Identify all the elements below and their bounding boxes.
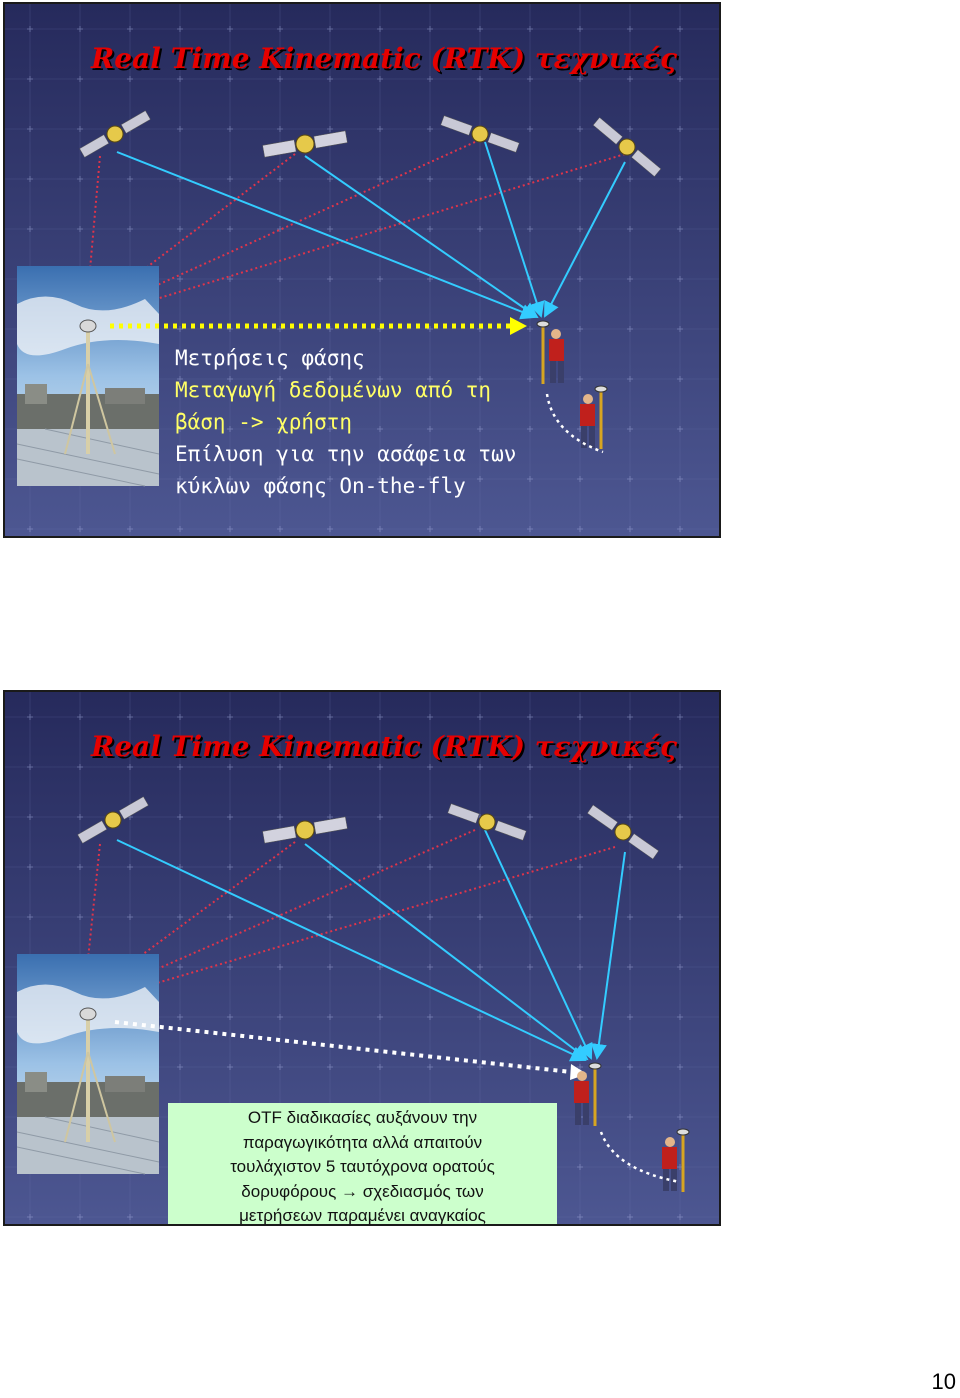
box-line: OTF διαδικασίες αυξάνουν την bbox=[247, 1108, 478, 1127]
box-line: τουλάχιστον 5 ταυτόχρονα ορατούς bbox=[230, 1157, 495, 1176]
page-number: 10 bbox=[931, 1369, 956, 1394]
slide-1-notes bbox=[175, 342, 516, 502]
slide-2 bbox=[3, 690, 721, 1226]
box-line: μετρήσεων παραμένει αναγκαίος bbox=[239, 1206, 486, 1225]
base-station-photo bbox=[17, 266, 159, 486]
slide-2-textbox bbox=[168, 1103, 557, 1226]
base-station-photo bbox=[17, 954, 159, 1174]
note-line: κύκλων φάσης On-the-fly bbox=[175, 474, 466, 498]
box-line: παραγωγικότητα αλλά απαιτούν bbox=[242, 1132, 483, 1152]
note-line: βάση -> χρήστη bbox=[175, 410, 353, 434]
slide-1-title: Real Time Kinematic (RTK) τεχνικές bbox=[91, 42, 678, 75]
slide-1 bbox=[3, 2, 721, 538]
note-line: Μετρήσεις φάσης bbox=[175, 346, 365, 370]
slide-2-title: Real Time Kinematic (RTK) τεχνικές bbox=[91, 730, 678, 763]
box-line: δορυφόρους → σχεδιασμός των bbox=[241, 1181, 484, 1201]
note-line: Μεταγωγή δεδομένων από τη bbox=[175, 378, 492, 402]
note-line: Επίλυση για την ασάφεια των bbox=[175, 442, 517, 466]
